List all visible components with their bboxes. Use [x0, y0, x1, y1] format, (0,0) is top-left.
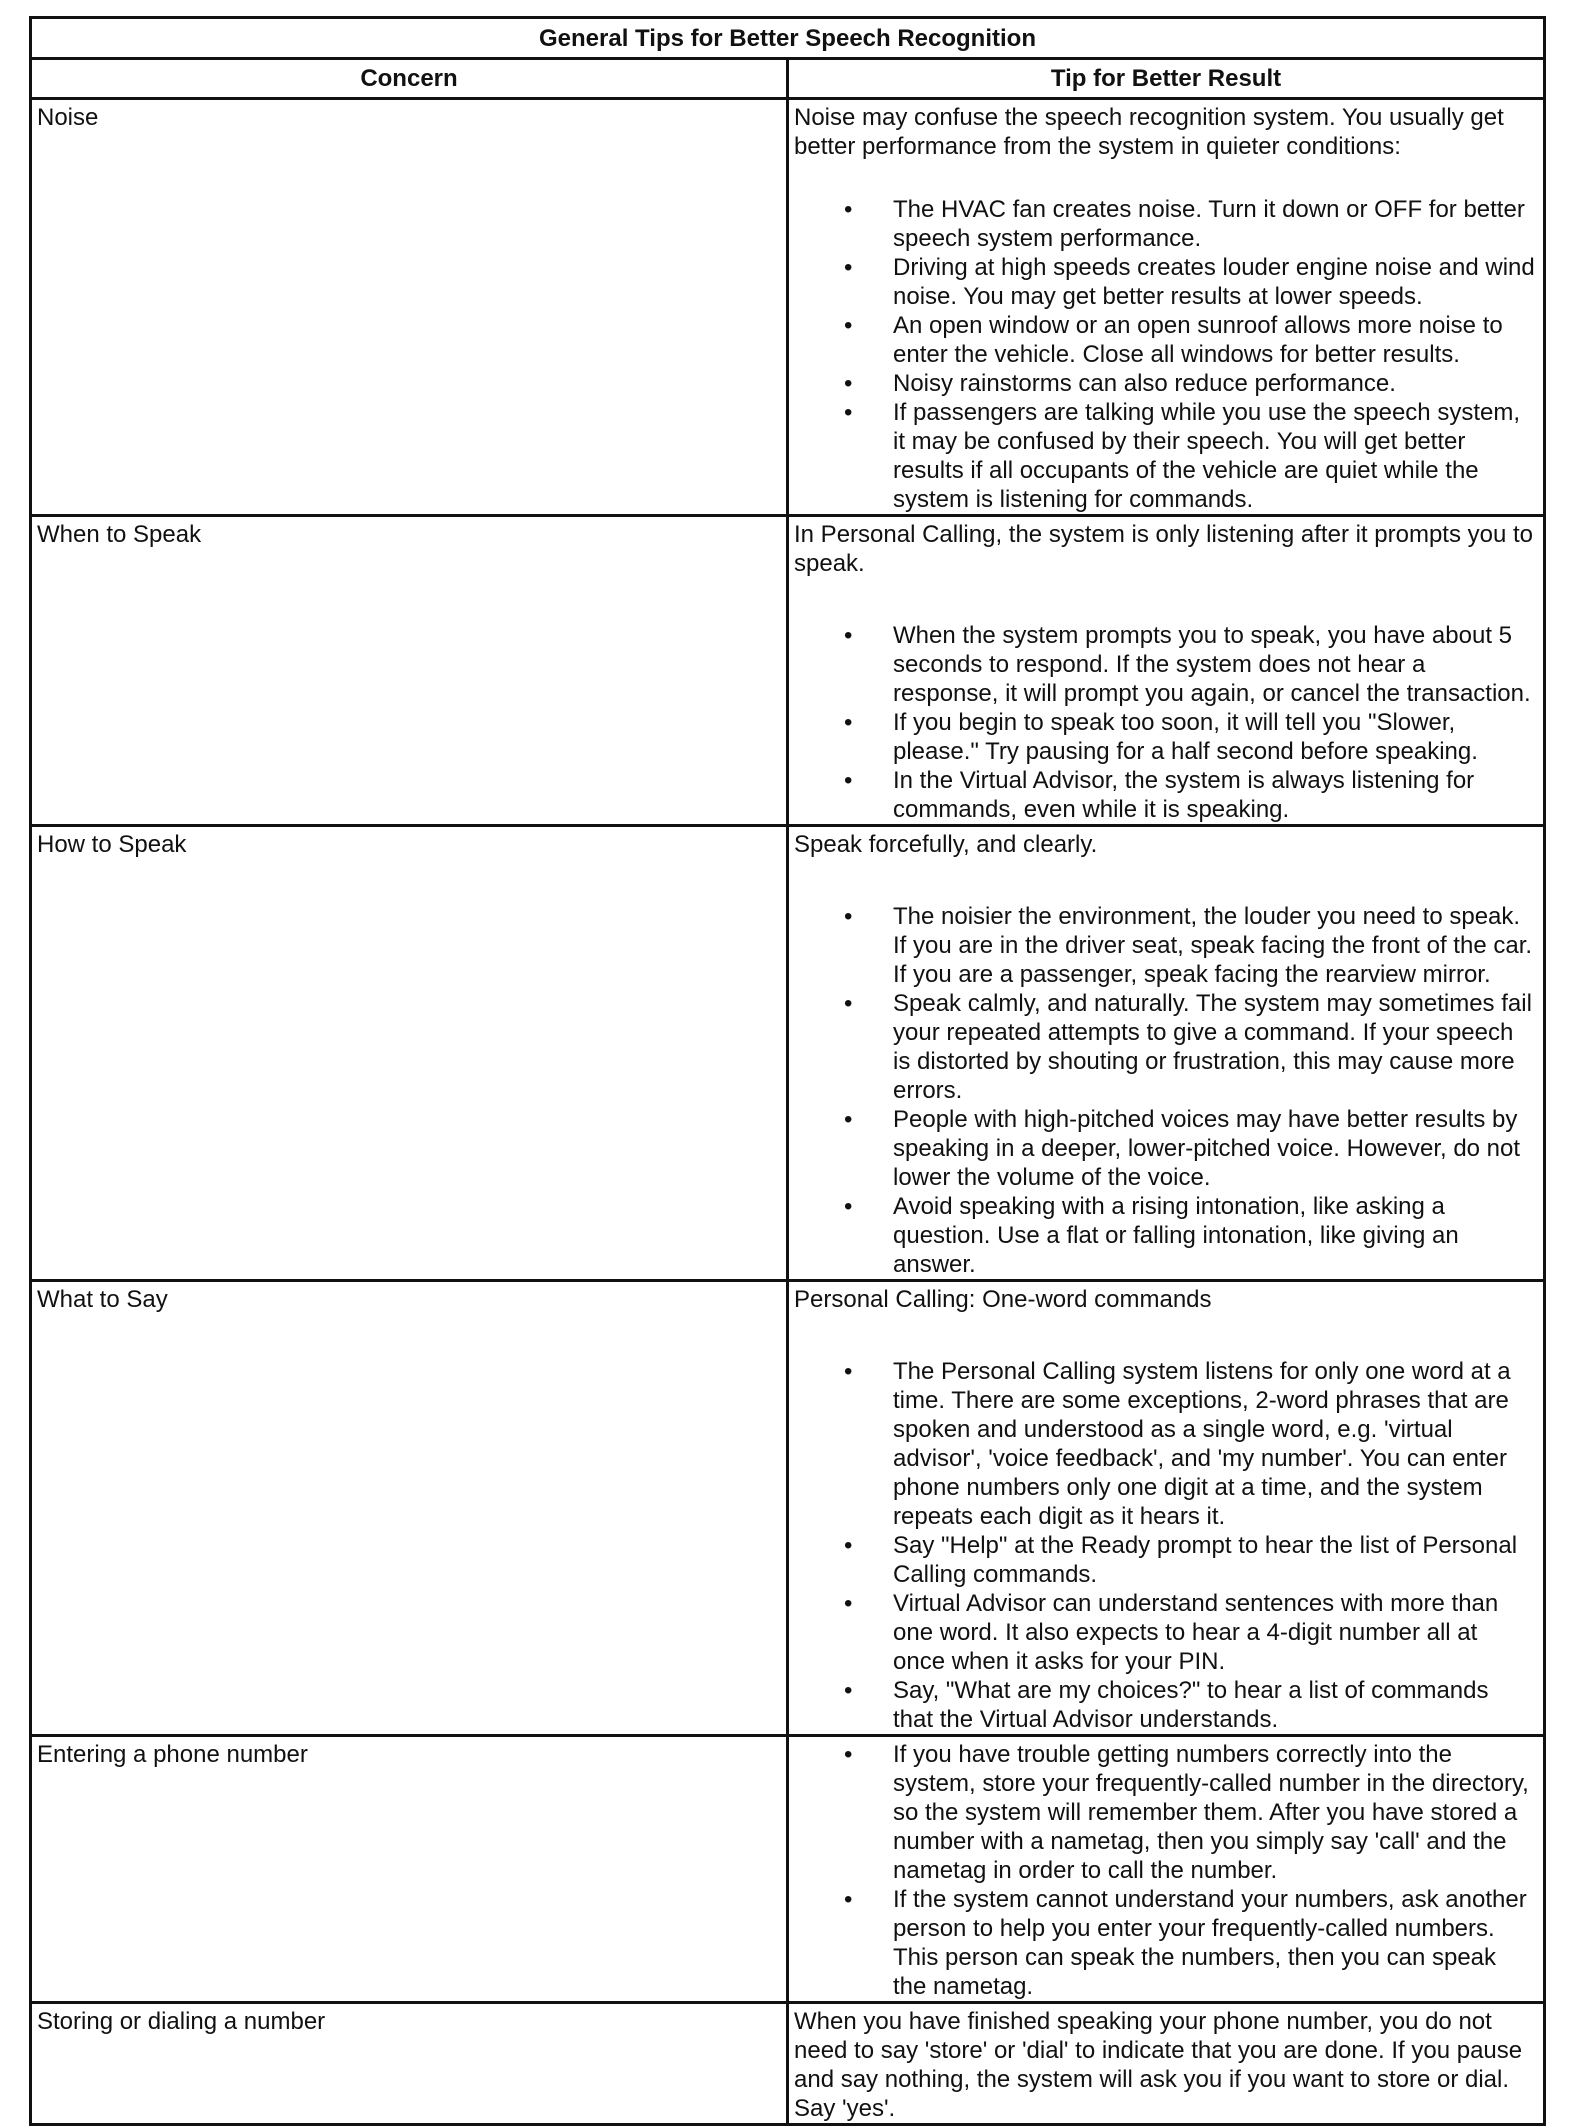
table-row [31, 1281, 1545, 1736]
bullet-icon: • [844, 399, 853, 426]
tip-cell-what-to-say [788, 1281, 1545, 1736]
table-row [31, 2003, 1545, 2125]
bullet-icon: • [844, 1532, 853, 1559]
bullet-icon: • [844, 1886, 853, 1913]
bullet-icon: • [844, 312, 853, 339]
list-item [794, 766, 1535, 824]
concern-how-to-speak: How to Speak [31, 826, 788, 1281]
list-item-text: The Personal Calling system listens for only one word at a time. There are some exceptions, 2-word phrases that are spoken and understood as a single word, e.g. 'virtual advisor', 'voice feedback', and 'my number'. You can enter phone numbers only one digit at a time, and the system repeats each digit as it hears it. [893, 1358, 1511, 1530]
bullet-icon: • [844, 1741, 853, 1768]
list-item-text: Noisy rainstorms can also reduce performance. [893, 370, 1396, 397]
list-item-text: When the system prompts you to speak, you have about 5 seconds to respond. If the system does not hear a response, it will prompt you again, or cancel the transaction. [893, 622, 1531, 707]
bullet-icon: • [844, 370, 853, 397]
list-item-text: Say, "What are my choices?" to hear a list of commands that the Virtual Advisor understands. [893, 1677, 1489, 1733]
bullet-icon: • [844, 767, 853, 794]
list-item-text: Driving at high speeds creates louder engine noise and wind noise. You may get better results at lower speeds. [893, 254, 1535, 310]
column-header-tip: Tip for Better Result [788, 59, 1545, 99]
list-item [794, 1740, 1535, 1885]
column-header-concern: Concern [31, 59, 788, 99]
list-item-text: If the system cannot understand your numbers, ask another person to help you enter your frequently-called numbers. This person can speak the numbers, then you can speak the nametag. [893, 1886, 1527, 2000]
tip-intro: Personal Calling: One-word commands [794, 1286, 1212, 1313]
tip-bullet-list [794, 195, 1535, 514]
list-item-text: If you begin to speak too soon, it will tell you "Slower, please." Try pausing for a half second before speaking. [893, 709, 1478, 765]
table-row [31, 99, 1545, 516]
bullet-icon: • [844, 1358, 853, 1385]
list-item-text: Say "Help" at the Ready prompt to hear the list of Personal Calling commands. [893, 1532, 1518, 1588]
list-item [794, 1676, 1535, 1734]
tip-cell-noise [788, 99, 1545, 516]
list-item-text: If you have trouble getting numbers correctly into the system, store your frequently-called number in the directory, so the system will remember them. After you have stored a number with a nametag, then you simply say 'call' and the nametag in order to call the number. [893, 1741, 1529, 1884]
list-item [794, 621, 1535, 708]
bullet-icon: • [844, 709, 853, 736]
list-item-text: If passengers are talking while you use the speech system, it may be confused by their speech. You will get better results if all occupants of the vehicle are quiet while the system is listening for commands. [893, 399, 1520, 513]
tip-bullet-list [794, 902, 1535, 1279]
list-item-text: Avoid speaking with a rising intonation, like asking a question. Use a flat or falling intonation, like giving an answer. [893, 1193, 1459, 1278]
list-item-text: People with high-pitched voices may have better results by speaking in a deeper, lower-pitched voice. However, do not lower the volume of the voice. [893, 1106, 1521, 1191]
concern-what-to-say: What to Say [31, 1281, 788, 1736]
list-item [794, 1105, 1535, 1192]
list-item [794, 311, 1535, 369]
table-row [31, 516, 1545, 826]
tip-bullet-list [794, 1740, 1535, 2001]
bullet-icon: • [844, 903, 853, 930]
list-item-text: The noisier the environment, the louder you need to speak. If you are in the driver seat, speak facing the front of the car. If you are a passenger, speak facing the rearview mirror. [893, 903, 1533, 988]
list-item [794, 708, 1535, 766]
tip-cell-storing-or-dialing [788, 2003, 1545, 2125]
tip-intro: Speak forcefully, and clearly. [794, 831, 1098, 858]
list-item [794, 398, 1535, 514]
bullet-icon: • [844, 1106, 853, 1133]
table-title: General Tips for Better Speech Recognition [31, 18, 1545, 59]
concern-when-to-speak: When to Speak [31, 516, 788, 826]
concern-entering-phone-number: Entering a phone number [31, 1736, 788, 2003]
list-item-text: Speak calmly, and naturally. The system may sometimes fail your repeated attempts to give a command. If your speech is distorted by shouting or frustration, this may cause more errors. [893, 990, 1532, 1104]
bullet-icon: • [844, 1677, 853, 1704]
list-item [794, 195, 1535, 253]
table-row [31, 1736, 1545, 2003]
list-item [794, 902, 1535, 989]
list-item [794, 1885, 1535, 2001]
concern-storing-or-dialing: Storing or dialing a number [31, 2003, 788, 2125]
list-item [794, 1192, 1535, 1279]
tip-cell-how-to-speak [788, 826, 1545, 1281]
tip-bullet-list [794, 1357, 1535, 1734]
list-item [794, 1357, 1535, 1531]
list-item-text: Virtual Advisor can understand sentences with more than one word. It also expects to hear a 4-digit number all at once when it asks for your PIN. [893, 1590, 1499, 1675]
list-item [794, 989, 1535, 1105]
tip-cell-when-to-speak [788, 516, 1545, 826]
bullet-icon: • [844, 1193, 853, 1220]
list-item [794, 253, 1535, 311]
tip-cell-entering-phone-number [788, 1736, 1545, 2003]
title-row [31, 18, 1545, 59]
tip-intro: When you have finished speaking your phone number, you do not need to say 'store' or 'dial' to indicate that you are done. If you pause and say nothing, the system will ask you if you want to store or dial. Say 'yes'. [794, 2008, 1523, 2122]
tip-intro: In Personal Calling, the system is only listening after it prompts you to speak. [794, 521, 1534, 577]
bullet-icon: • [844, 990, 853, 1017]
tip-bullet-list [794, 621, 1535, 824]
list-item [794, 1589, 1535, 1676]
list-item-text: The HVAC fan creates noise. Turn it down or OFF for better speech system performance. [893, 196, 1525, 252]
concern-noise: Noise [31, 99, 788, 516]
bullet-icon: • [844, 254, 853, 281]
speech-tips-table [29, 16, 1546, 2126]
bullet-icon: • [844, 622, 853, 649]
bullet-icon: • [844, 1590, 853, 1617]
header-row [31, 59, 1545, 99]
list-item [794, 1531, 1535, 1589]
bullet-icon: • [844, 196, 853, 223]
list-item-text: An open window or an open sunroof allows more noise to enter the vehicle. Close all windows for better results. [893, 312, 1503, 368]
table-row [31, 826, 1545, 1281]
list-item [794, 369, 1535, 398]
tip-intro: Noise may confuse the speech recognition system. You usually get better performance from the system in quieter conditions: [794, 104, 1504, 160]
list-item-text: In the Virtual Advisor, the system is always listening for commands, even while it is speaking. [893, 767, 1475, 823]
